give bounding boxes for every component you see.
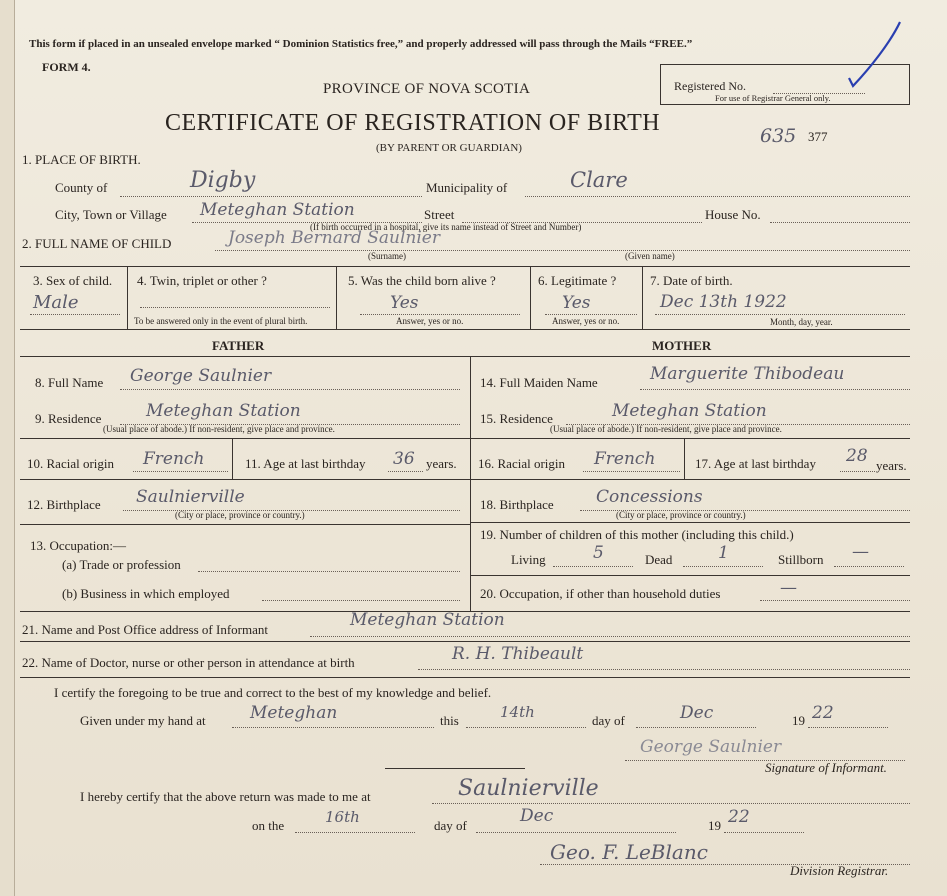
father-years-label: years.: [426, 456, 457, 471]
stillborn-value: —: [852, 542, 869, 562]
father-age-value: 36: [393, 449, 415, 469]
certify-text: I certify the foregoing to be true and correct to the best of my knowledge and belief.: [54, 685, 492, 700]
doctor-value: R. H. Thibeault: [452, 644, 584, 664]
certificate-subtitle: (BY PARENT OR GUARDIAN): [376, 142, 522, 154]
father-racial-value: French: [143, 449, 205, 469]
municipality-value: Clare: [570, 168, 628, 192]
county-label: County of: [55, 180, 108, 195]
given-place-value: Meteghan: [250, 703, 338, 723]
form-number: FORM 4.: [42, 60, 91, 74]
given-month-value: Dec: [680, 703, 714, 723]
father-racial-label: 10. Racial origin: [27, 456, 115, 471]
father-heading: FATHER: [212, 338, 265, 353]
registrar-month-value: Dec: [520, 806, 554, 826]
trade-label: (a) Trade or profession: [62, 557, 181, 572]
legitimate-value: Yes: [562, 293, 591, 313]
mother-occupation-value: —: [780, 578, 797, 598]
registrar-place-value: Saulnierville: [458, 776, 599, 801]
registrar-day-value: 16th: [325, 808, 360, 826]
mail-notice: This form if placed in an unsealed envelope marked “ Dominion Statistics free,” and properly addressed will pass through the Mails “FREE.”: [29, 38, 693, 50]
twin-label: 4. Twin, triplet or other ?: [137, 273, 267, 288]
business-label: (b) Business in which employed: [62, 586, 230, 601]
mother-residence-value: Meteghan Station: [612, 401, 767, 421]
day-of-label: day of: [592, 713, 625, 728]
city-value: Meteghan Station: [200, 200, 355, 220]
city-label: City, Town or Village: [55, 207, 167, 222]
blue-check-mark: [845, 18, 905, 98]
child-name-value: Joseph Bernard Saulnier: [228, 228, 440, 248]
mother-age-label: 17. Age at last birthday: [695, 456, 816, 471]
house-number-label: House No.: [705, 207, 761, 222]
living-value: 5: [593, 543, 604, 563]
reg-number-stamp: 377: [808, 129, 828, 144]
doctor-label: 22. Name of Doctor, nurse or other person in attendance at birth: [22, 655, 355, 670]
legitimate-label: 6. Legitimate ?: [538, 273, 617, 288]
alive-note: Answer, yes or no.: [396, 316, 464, 326]
informant-value: Meteghan Station: [350, 610, 505, 630]
registrar-signature-label: Division Registrar.: [790, 863, 889, 878]
child-name-label: 2. FULL NAME OF CHILD: [22, 236, 172, 251]
mother-heading: MOTHER: [652, 338, 712, 353]
mother-residence-note: (Usual place of abode.) If non-resident, give place and province.: [550, 424, 782, 434]
dead-value: 1: [718, 543, 729, 563]
mother-occupation-label: 20. Occupation, if other than household duties: [480, 586, 721, 601]
living-label: Living: [511, 552, 546, 567]
left-margin-strip: [0, 0, 15, 896]
father-birthplace-value: Saulnierville: [136, 487, 245, 507]
father-birthplace-note: (City or place, province or country.): [175, 510, 305, 520]
legitimate-note: Answer, yes or no.: [552, 316, 620, 326]
father-residence-label: 9. Residence: [35, 411, 102, 426]
children-label: 19. Number of children of this mother (including this child.): [480, 527, 794, 542]
street-label: Street: [424, 207, 455, 222]
mother-years-label: years.: [876, 458, 907, 473]
this-day-value: 14th: [500, 703, 535, 721]
registrar-year-prefix: 19: [708, 818, 721, 833]
given-under-label: Given under my hand at: [80, 713, 206, 728]
registrar-day-of-label: day of: [434, 818, 467, 833]
mother-residence-label: 15. Residence: [480, 411, 553, 426]
on-the-label: on the: [252, 818, 285, 833]
informant-signature-label: Signature of Informant.: [765, 760, 887, 775]
registered-label: Registered No.: [674, 79, 746, 93]
mother-birthplace-note: (City or place, province or country.): [616, 510, 746, 520]
informant-signature: George Saulnier: [640, 737, 782, 757]
municipality-label: Municipality of: [426, 180, 508, 195]
hospital-note: (If birth occurred in a hospital, give its name instead of Street and Number): [310, 222, 582, 232]
father-name-value: George Saulnier: [130, 366, 272, 386]
surname-note: (Surname): [368, 251, 406, 261]
county-value: Digby: [190, 168, 256, 193]
father-age-label: 11. Age at last birthday: [245, 456, 366, 471]
father-residence-note: (Usual place of abode.) If non-resident, give place and province.: [103, 424, 335, 434]
stillborn-label: Stillborn: [778, 552, 824, 567]
mother-birthplace-value: Concessions: [596, 487, 703, 507]
occupation-label: 13. Occupation:—: [30, 538, 127, 553]
mother-racial-value: French: [594, 449, 656, 469]
sex-label: 3. Sex of child.: [33, 273, 113, 288]
mother-birthplace-label: 18. Birthplace: [480, 497, 554, 512]
informant-label: 21. Name and Post Office address of Informant: [22, 622, 268, 637]
registrar-certify-text: I hereby certify that the above return was made to me at: [80, 789, 371, 804]
alive-value: Yes: [390, 293, 419, 313]
alive-label: 5. Was the child born alive ?: [348, 273, 496, 288]
dob-value: Dec 13th 1922: [660, 292, 787, 312]
mother-racial-label: 16. Racial origin: [478, 456, 566, 471]
given-year-prefix: 19: [792, 713, 805, 728]
mother-name-label: 14. Full Maiden Name: [480, 375, 598, 390]
father-name-label: 8. Full Name: [35, 375, 104, 390]
registrar-year-value: 22: [728, 807, 750, 827]
mother-age-value: 28: [846, 446, 868, 466]
certificate-title: CERTIFICATE OF REGISTRATION OF BIRTH: [165, 110, 661, 136]
given-name-note: (Given name): [625, 251, 675, 261]
province-title: PROVINCE OF NOVA SCOTIA: [323, 81, 531, 97]
father-birthplace-label: 12. Birthplace: [27, 497, 101, 512]
registrar-signature: Geo. F. LeBlanc: [550, 840, 708, 864]
this-label: this: [440, 713, 459, 728]
reg-number-handwritten: 635: [760, 125, 797, 147]
twin-note: To be answered only in the event of plural birth.: [134, 316, 308, 326]
given-year-value: 22: [812, 703, 834, 723]
mother-name-value: Marguerite Thibodeau: [650, 364, 845, 384]
father-residence-value: Meteghan Station: [146, 401, 301, 421]
sex-value: Male: [33, 292, 79, 313]
dob-note: Month, day, year.: [770, 317, 833, 327]
place-of-birth-label: 1. PLACE OF BIRTH.: [22, 152, 141, 167]
registered-note: For use of Registrar General only.: [715, 93, 831, 103]
dead-label: Dead: [645, 552, 673, 567]
dob-label: 7. Date of birth.: [650, 273, 733, 288]
